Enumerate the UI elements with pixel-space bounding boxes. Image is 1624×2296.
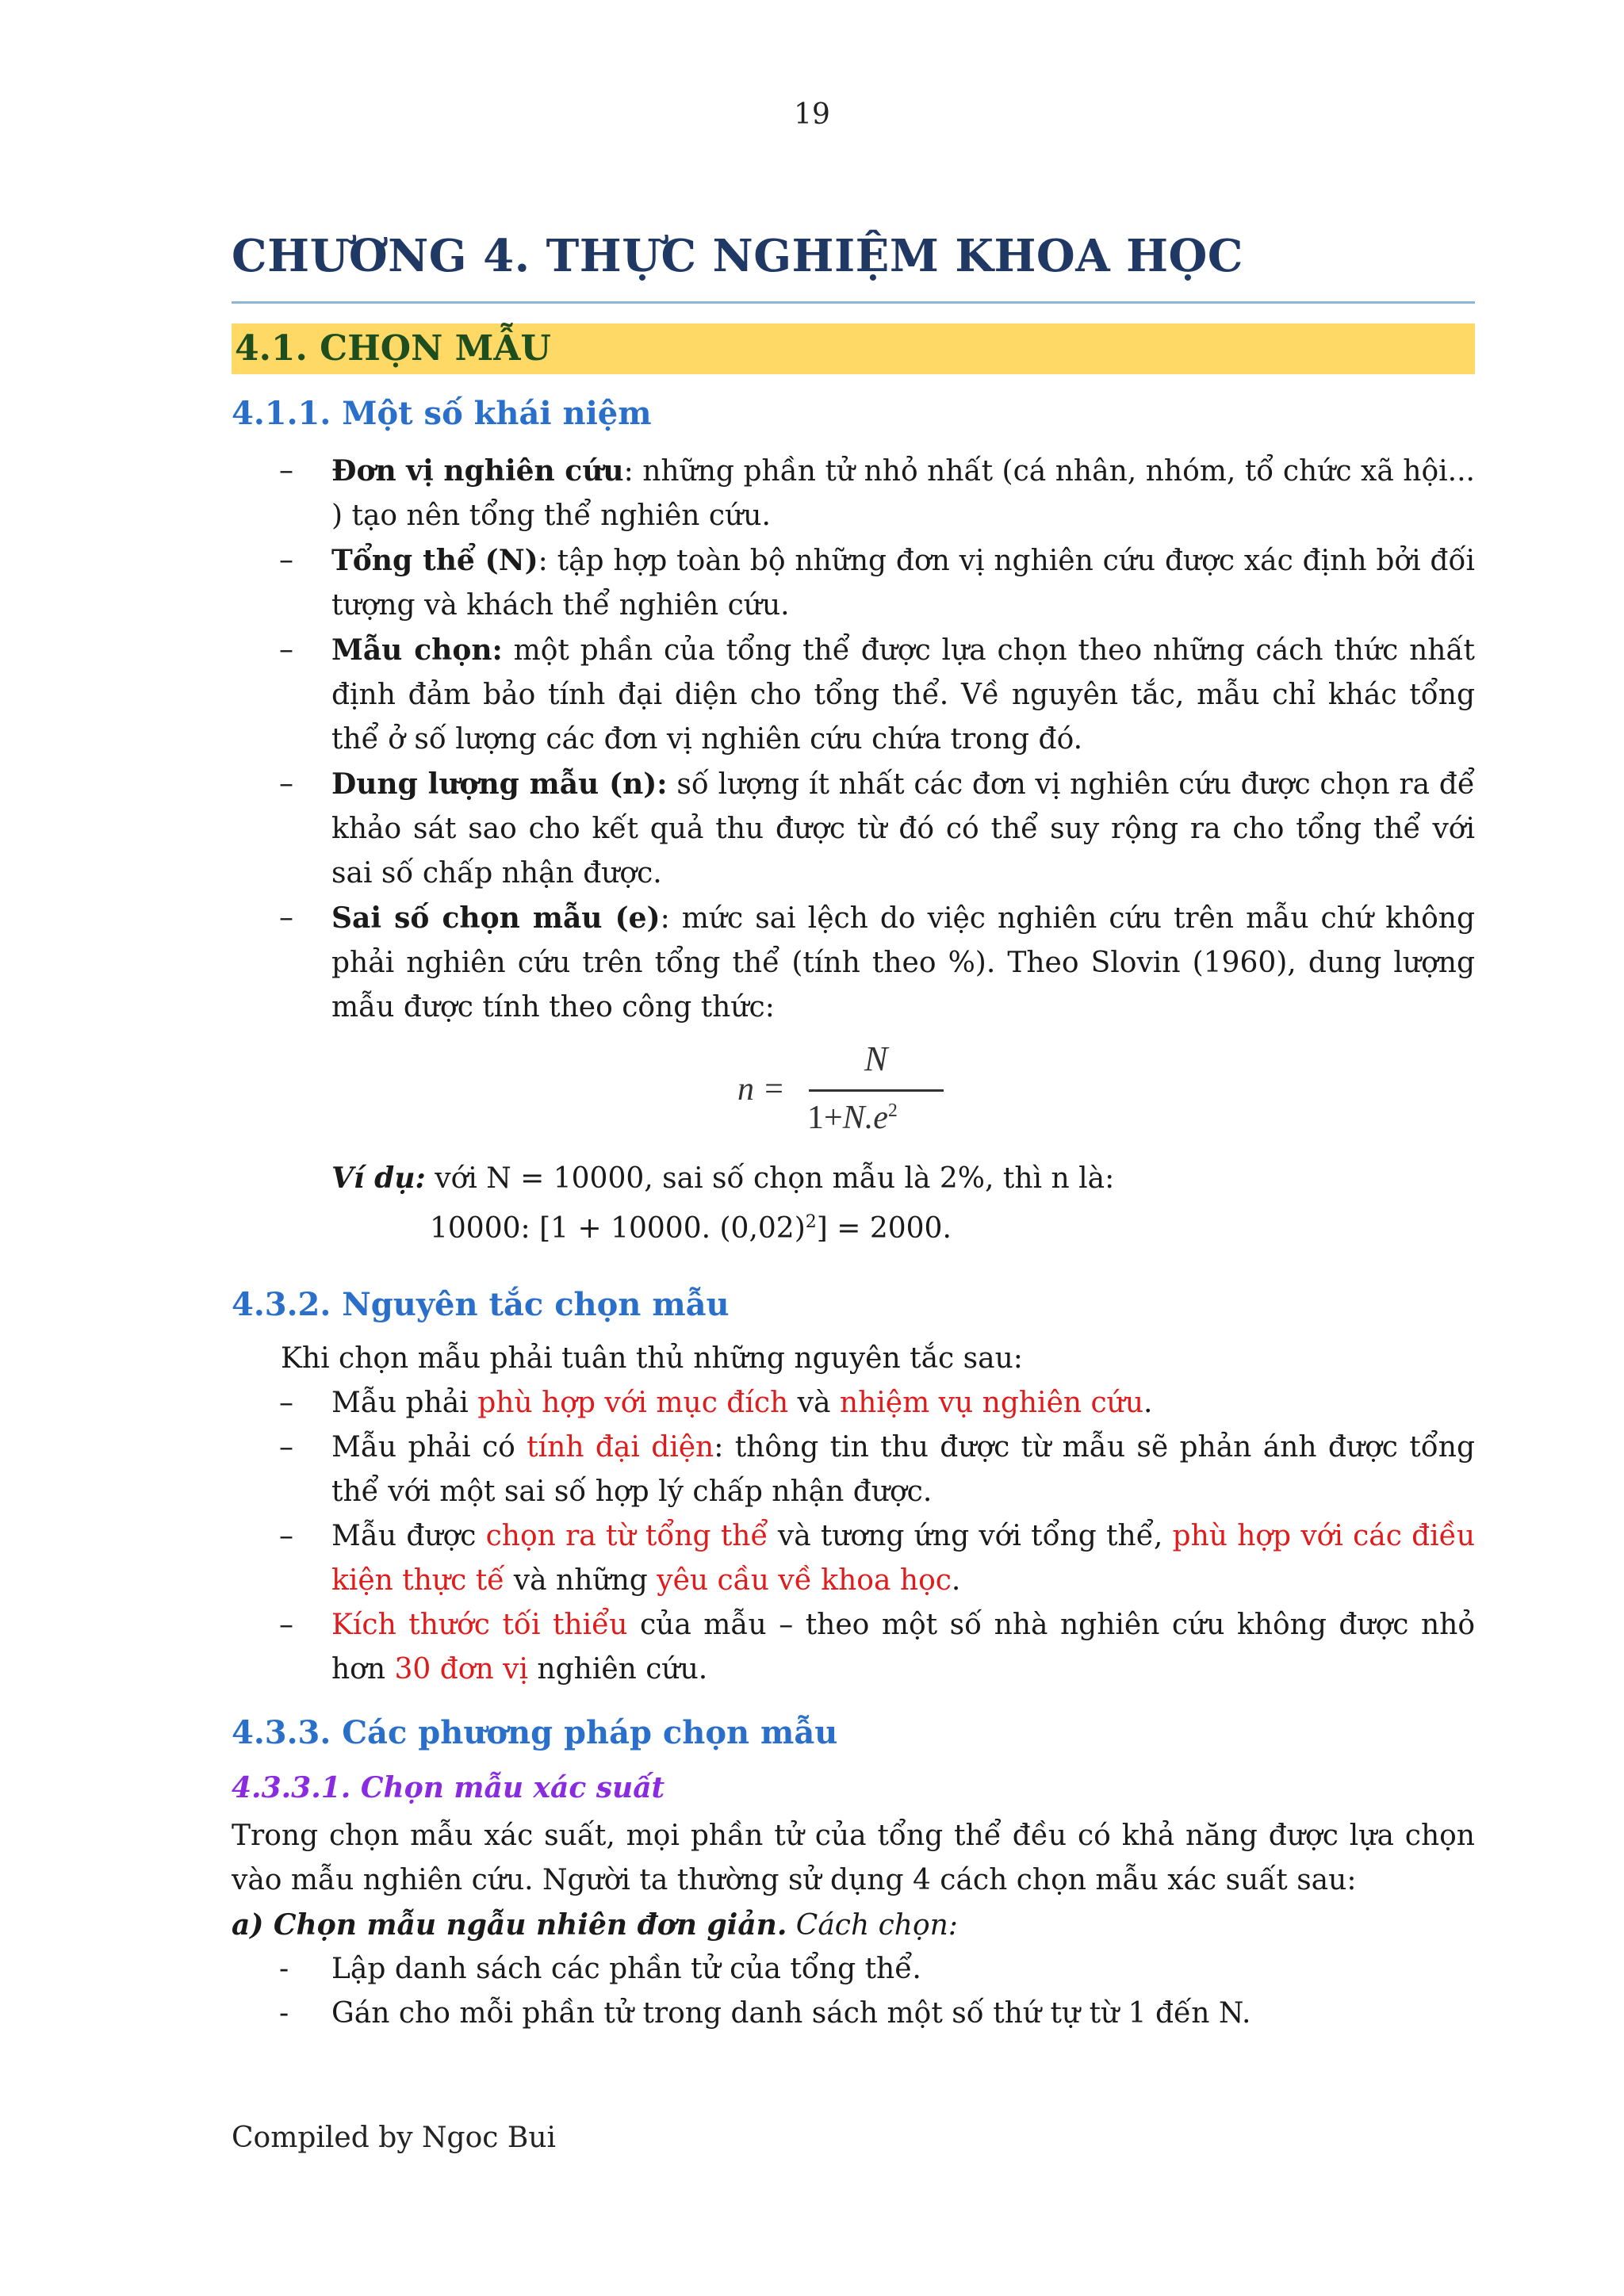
method-note: Cách chọn: — [787, 1909, 958, 1942]
list-item — [232, 1381, 1475, 1425]
probability-sampling-paragraph: Trong chọn mẫu xác suất, mọi phần tử của tổng thể đều có khả năng được lựa chọn vào mẫu nghiên cứu. Người ta thường sử dụng 4 cách chọn mẫu xác suất sau: — [232, 1820, 1475, 1896]
list-item — [232, 538, 1475, 628]
principle-text — [331, 1609, 1475, 1686]
calc-result: ] = 2000. — [816, 1212, 952, 1245]
highlighted-phrase: 30 đơn vị — [394, 1653, 528, 1686]
highlighted-phrase: phù hợp với mục đích — [477, 1387, 789, 1419]
definition: một phần của tổng thể được lựa chọn theo những cách thức nhất định đảm bảo tính đại diện cho tổng thể. Về nguyên tắc, mẫu chỉ khác tổng thể ở số lượng các đơn vị nghiên cứu chứa trong đó. — [331, 634, 1476, 756]
principle-text — [331, 1431, 1475, 1508]
chapter-divider — [232, 301, 1475, 304]
dash-bullet: – — [279, 767, 293, 800]
calc-exponent: 2 — [805, 1212, 817, 1232]
term: Đơn vị nghiên cứu — [331, 454, 624, 488]
text-run: : thông tin thu được từ mẫu sẽ phản ánh được tổng thể với một sai số hợp lý chấp nhận được. — [331, 1431, 1475, 1508]
text-run: và tương ứng với tổng thể, — [768, 1520, 1173, 1552]
example-line — [331, 1156, 1442, 1201]
principles-intro: Khi chọn mẫu phải tuân thủ những nguyên tắc sau: — [281, 1342, 1023, 1375]
text-run: và những — [504, 1564, 657, 1597]
text-run: nghiên cứu. — [527, 1653, 708, 1686]
calc-part: 10000: [1 + 10000. (0,02) — [430, 1212, 806, 1245]
highlighted-phrase: Kích thước tối thiểu — [331, 1609, 628, 1641]
dash-bullet: – — [279, 1431, 293, 1464]
list-item — [232, 628, 1475, 762]
term: Mẫu chọn: — [331, 633, 503, 667]
highlighted-phrase: tính đại diện — [527, 1431, 714, 1464]
list-item — [232, 1603, 1475, 1692]
dash-bullet: – — [279, 901, 293, 934]
formula-numerator: N — [864, 1039, 888, 1078]
list-item — [232, 449, 1475, 538]
hyphen-bullet: - — [279, 1953, 289, 1985]
list-item — [232, 1514, 1475, 1603]
highlighted-phrase: yêu cầu về khoa học — [657, 1564, 952, 1597]
step-text: Gán cho mỗi phần tử trong danh sách một số thứ tự từ 1 đến N. — [331, 1997, 1251, 2030]
heading-4-1-1: 4.1.1. Một số khái niệm — [232, 395, 652, 432]
page-number: 19 — [794, 98, 830, 131]
definition: : tập hợp toàn bộ những đơn vị nghiên cứu được xác định bởi đối tượng và khách thể nghiên cứu. — [331, 545, 1475, 622]
steps-list — [232, 1947, 1475, 2036]
example-label: Ví dụ: — [331, 1161, 426, 1195]
heading-4-3-3: 4.3.3. Các phương pháp chọn mẫu — [232, 1714, 838, 1751]
section-banner — [232, 323, 1475, 374]
text-run: Mẫu phải — [331, 1387, 478, 1419]
example-calculation — [430, 1200, 1461, 1251]
principles-list — [232, 1381, 1475, 1692]
dash-bullet: – — [279, 1609, 293, 1641]
example-text: với N = 10000, sai số chọn mẫu là 2%, thì n là: — [425, 1162, 1115, 1195]
list-item — [232, 896, 1475, 1030]
denominator-constant: 1+ — [807, 1100, 843, 1136]
fraction-bar — [809, 1089, 944, 1092]
dash-bullet: – — [279, 1520, 293, 1552]
principle-text — [331, 1387, 1153, 1419]
text-run: Mẫu phải có — [331, 1431, 527, 1464]
text-run: . — [1143, 1387, 1153, 1419]
list-item — [232, 1947, 1475, 1992]
dash-bullet: – — [279, 544, 293, 576]
step-text: Lập danh sách các phần tử của tổng thể. — [331, 1953, 921, 1985]
heading-4-3-2: 4.3.2. Nguyên tắc chọn mẫu — [232, 1286, 730, 1323]
dash-bullet: – — [279, 633, 293, 666]
text-run: Mẫu được — [331, 1520, 486, 1552]
section-title: 4.1. CHỌN MẪU — [235, 328, 551, 369]
list-item — [232, 1992, 1475, 2036]
dash-bullet: – — [279, 1387, 293, 1419]
concept-list — [232, 449, 1475, 1030]
highlighted-phrase: nhiệm vụ nghiên cứu — [839, 1387, 1144, 1419]
formula-lhs: n = — [737, 1071, 785, 1108]
definition: : những phần tử nhỏ nhất (cá nhân, nhóm, tổ chức xã hội... ) tạo nên tổng thể nghiên cứu. — [331, 455, 1475, 532]
formula-exponent: 2 — [887, 1100, 898, 1121]
page-footer: Compiled by Ngoc Bui — [232, 2122, 557, 2154]
definition: số lượng ít nhất các đơn vị nghiên cứu được chọn ra để khảo sát sao cho kết quả thu được từ đó có thể suy rộng ra cho tổng thể với sai số chấp nhận được. — [331, 768, 1475, 890]
hyphen-bullet: - — [279, 1997, 289, 2030]
formula-denominator — [807, 1099, 898, 1137]
highlighted-phrase: phù hợp với các điều kiện thực tế — [331, 1520, 1476, 1597]
denominator-variable: N.e — [842, 1100, 888, 1136]
term: Dung lượng mẫu (n): — [331, 767, 668, 801]
text-run: của mẫu – theo một số nhà nghiên cứu không được nhỏ hơn — [331, 1609, 1475, 1686]
term: Tổng thể (N) — [331, 544, 538, 577]
list-item — [232, 762, 1475, 896]
method-title: a) Chọn mẫu ngẫu nhiên đơn giản. — [232, 1908, 787, 1942]
text-run: . — [951, 1564, 961, 1597]
slovin-formula — [737, 1039, 959, 1150]
term: Sai số chọn mẫu (e) — [331, 901, 661, 935]
chapter-title: CHƯƠNG 4. THỰC NGHIỆM KHOA HỌC — [232, 230, 1243, 282]
highlighted-phrase: chọn ra từ tổng thể — [485, 1520, 768, 1552]
method-heading — [232, 1903, 1475, 1948]
definition: : mức sai lệch do việc nghiên cứu trên mẫu chứ không phải nghiên cứu trên tổng thể (tính theo %). Theo Slovin (1960), dung lượng mẫu được tính theo công thức: — [331, 902, 1475, 1024]
principle-text — [331, 1520, 1475, 1597]
text-run: và — [788, 1387, 840, 1419]
dash-bullet: – — [279, 454, 293, 487]
heading-4-3-3-1: 4.3.3.1. Chọn mẫu xác suất — [232, 1771, 665, 1804]
list-item — [232, 1425, 1475, 1514]
